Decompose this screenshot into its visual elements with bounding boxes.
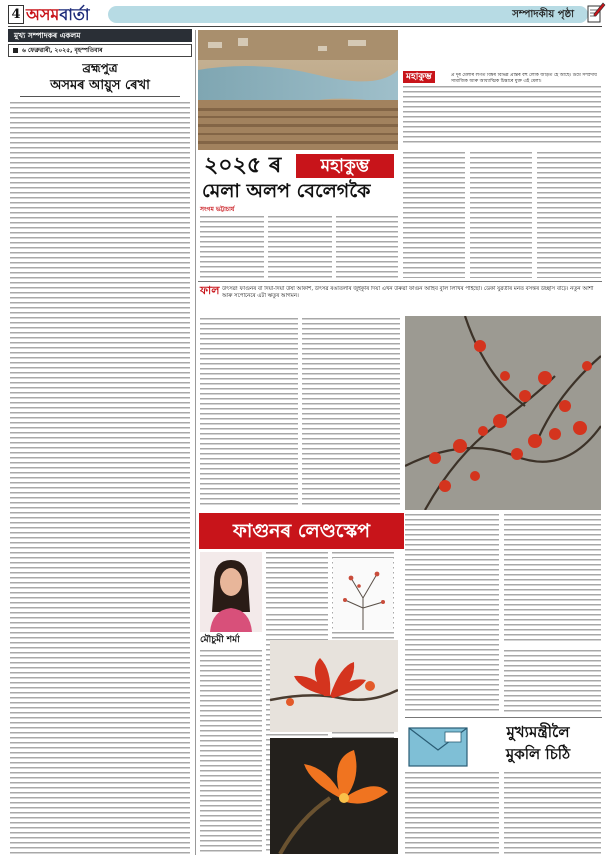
kumbh-headline [198, 152, 398, 202]
kumbh-body-col2 [268, 216, 332, 278]
editorial-date: ৬ ফেব্ৰুৱাৰী, ২০২৫, বৃহস্পতিবাৰ [22, 47, 103, 54]
page-number: 4 [8, 5, 24, 24]
editorial-label-bar [8, 29, 192, 42]
falgun-title: ফাগুনৰ লেণ্ডস্কেপ [232, 520, 371, 542]
kumbh-body-col3 [403, 152, 465, 278]
editorial-title-1: ব্ৰহ্মপুত্ৰ [82, 61, 118, 75]
editorial-title-2: অসমৰ আয়ুস ৰেখা [50, 78, 150, 93]
kumbh-lead-text: প্ৰ দূৰ মেলাৰ লগত বিশ্বৰ বিভিন্ন প্ৰান্তৰ বহু লোক জড়িত হৈ আছে। উমৈ সম্প্ৰদায় সামাজিক আৰু আধ্যাত্মিক চিন্তাৰে যুক্ত এই মেলা। [451, 73, 597, 83]
cm-letter-title-1: মুখ্যমন্ত্ৰীলৈ [506, 723, 570, 741]
branch-photo [333, 558, 393, 630]
kumbh-headline-sub: মেলা অলপ বেলেগকৈ [202, 180, 371, 202]
falgun-intro-quote [266, 552, 328, 610]
section-rule-2 [405, 717, 602, 718]
falgun-body-5 [504, 514, 601, 644]
falgun-intro-body-1 [200, 318, 298, 508]
kumbh-photo [198, 30, 398, 150]
kumbh-headline-year: ২০২৫ ৰ [204, 153, 282, 178]
kumbh-byline: সংগম ভট্টাচাৰ্য [200, 206, 235, 213]
author-photo [200, 552, 262, 632]
pen-paper-icon [586, 2, 606, 24]
cm-letter-body-1 [405, 772, 499, 854]
page-header [8, 5, 602, 24]
header-rule [8, 26, 602, 27]
envelope-icon [407, 724, 469, 768]
kumbh-body-col5 [537, 152, 601, 278]
masthead-logo-left: অসম [26, 5, 60, 24]
falgun-author: মৌচুমী শৰ্মা [200, 635, 240, 645]
kumbh-body-col4 [470, 152, 532, 278]
header-bar [108, 6, 588, 23]
kumbh-headline-word: মহাকুম্ভ [320, 156, 370, 176]
section-title: সম্পাদকীয় পৃষ্ঠা [512, 9, 574, 20]
cm-letter-body-2 [504, 772, 601, 854]
falgun-body-1 [200, 650, 262, 854]
kumbh-body-col2b [336, 216, 398, 278]
falgun-body-4 [405, 514, 499, 714]
kumbh-lead [403, 72, 601, 152]
falgun-body-6 [504, 650, 601, 714]
masthead-logo [26, 5, 90, 24]
section-rule-1 [198, 281, 602, 282]
kumbh-headline-box [296, 154, 394, 178]
square-bullet-icon [13, 48, 18, 53]
editorial-label: মুখ্য সম্পাদকৰ একলম [14, 31, 81, 40]
kumbh-body-col1 [200, 216, 264, 278]
orange-flower-photo [270, 738, 398, 854]
masthead-logo-right: বাৰ্তা [59, 5, 90, 24]
falgun-intro-body-2 [302, 318, 400, 508]
falgun-intro-keyword: ফাল [200, 284, 220, 297]
falgun-intro [200, 285, 602, 315]
editorial-body [10, 102, 190, 854]
cm-letter-title-2: মুকলি চিঠি [505, 745, 571, 763]
kumbh-lead-keyword: মহাকুম্ভ [403, 71, 435, 83]
red-flowers-photo [405, 316, 601, 510]
editorial-title-rule [20, 96, 180, 97]
flower-closeup-photo [270, 640, 398, 732]
editorial-date-box [8, 44, 192, 57]
falgun-intro-text: উৎসৱ! ফাগুনৰ বা দিয়া-দিয়া উষা আকাশ, উৎসৱ ৰঙাতলাৰ জুইকুৰি দিয়া এখন উৰুৱা ফাগুন আহিব বুলি লিখিৰ পাইছো। ডেকা যুৱতীৰ মনত বসন্তৰ উচ্ছাস বাঢ়ে। নতুন আশা আৰু সপোনেৰে এটা ঋতুৰ আগমন। [222, 286, 594, 300]
column-divider [195, 30, 196, 855]
kumbh-lead-body [403, 86, 601, 146]
